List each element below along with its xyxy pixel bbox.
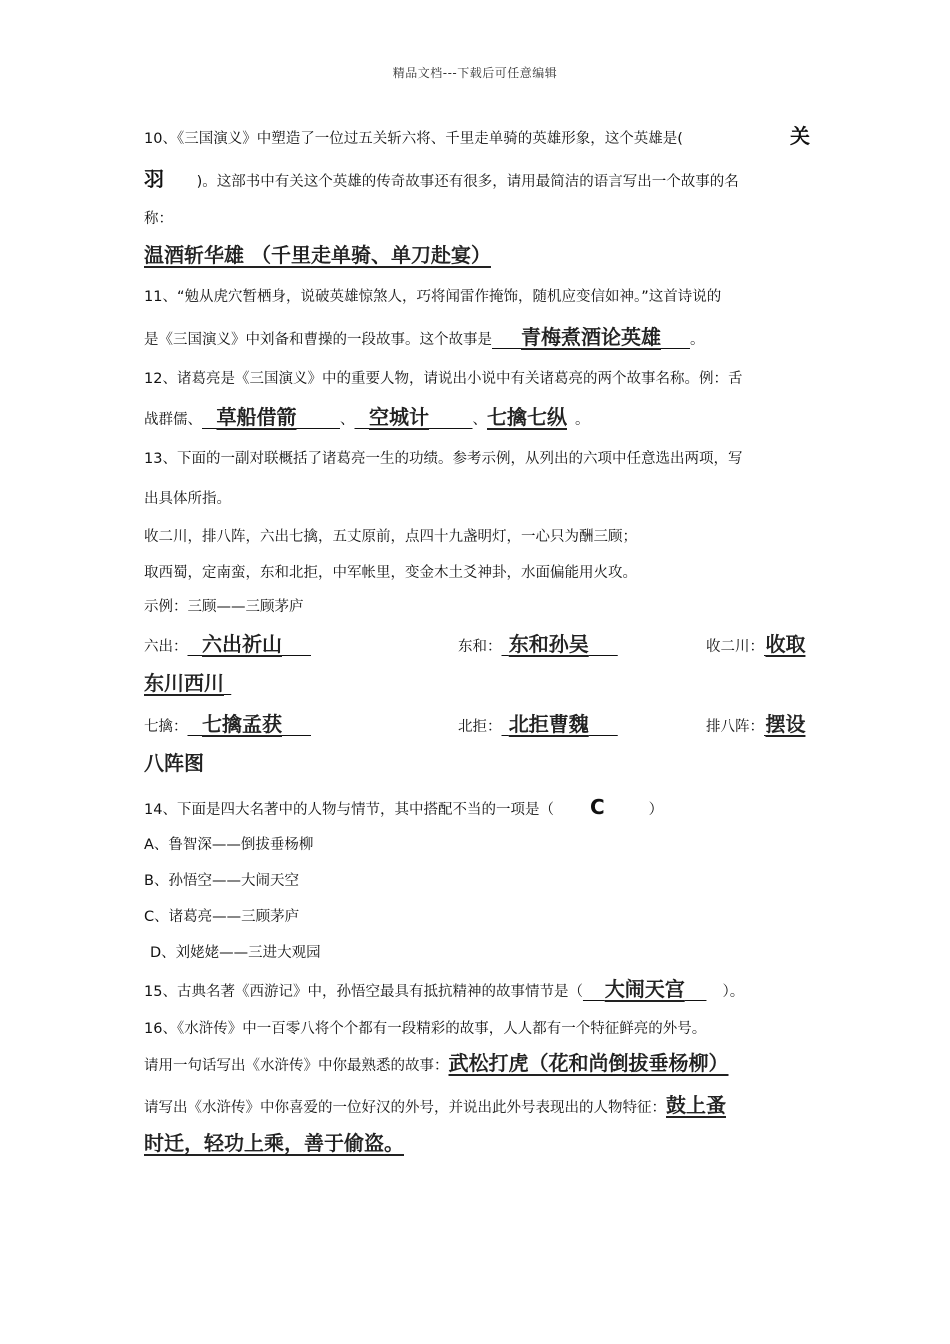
q13-item-label: 北拒： (458, 719, 502, 735)
q13-item-donghe (458, 632, 618, 659)
q12-line2 (144, 406, 834, 431)
q15-line (144, 978, 834, 1003)
q10-text2: )。这部书中有关这个英雄的传奇故事还有很多，请用最简洁的语言写出一个故事的名 (196, 174, 739, 190)
q10-answer: 温酒斩华雄 （千里走单骑、单刀赴宴） (144, 243, 491, 267)
q16-line3 (144, 1094, 834, 1119)
q10-answer-part2: 羽 (144, 167, 164, 191)
q16-line1: 16、《水浒传》中一百零八将个个都有一段精彩的故事，人人都有一个特征鲜亮的外号。 (144, 1021, 707, 1037)
q13-item-label: 六出： (144, 639, 188, 655)
q10-line3: 称： (144, 211, 173, 227)
q16-text3: 请写出《水浒传》中你喜爱的一位好汉的外号，并说出此外号表现出的人物特征： (144, 1100, 666, 1116)
q15-answer: 大闹天宫 (604, 977, 685, 1001)
q12-sep2: 、 (472, 412, 487, 428)
q11-line1: 11、“勉从虎穴暂栖身，说破英雄惊煞人，巧将闻雷作掩饰，随机应变信如神。”这首诗说的 (144, 289, 722, 305)
q13-item-label: 东和： (458, 639, 502, 655)
q14-stem: 14、下面是四大名著中的人物与情节，其中搭配不当的一项是（ (144, 802, 554, 818)
q13-item-label: 排八阵： (706, 719, 764, 735)
q16-answer2b: 时迁，轻功上乘，善于偷盗。 (144, 1131, 404, 1155)
page-header: 精品文档---下载后可任意编辑 (392, 66, 558, 80)
q13-item-beiju (458, 712, 618, 739)
q10-line2 (144, 168, 834, 193)
q10-answer-part1: 关 (790, 124, 810, 148)
q13-item-qiqin (144, 712, 311, 739)
q14-answer: C (589, 795, 605, 819)
q16-answer2a: 鼓上蚤 (666, 1093, 726, 1117)
q12-end: 。 (575, 412, 590, 428)
q10-answer-line (144, 244, 834, 269)
q13-item-answer: 东和孙吴 (508, 632, 589, 656)
q13-item-paibazhen-cont (144, 752, 834, 777)
q14-option-b: B、孙悟空——大闹天空 (144, 873, 299, 889)
q12-line1: 12、诸葛亮是《三国演义》中的重要人物，请说出小说中有关诸葛亮的两个故事名称。例：舌 (144, 371, 743, 387)
q14-stem-line (144, 796, 834, 821)
q10-text1: 10、《三国演义》中塑造了一位过五关斩六将、千里走单骑的英雄形象，这个英雄是( (144, 131, 683, 147)
q16-line4 (144, 1132, 834, 1157)
q13-item-answer: 七擒孟获 (202, 712, 282, 736)
q12-answer1: 草船借箭 (216, 405, 297, 429)
q15-text: 15、古典名著《西游记》中，孙悟空最具有抵抗精神的故事情节是（ (144, 984, 583, 1000)
q16-answer1: 武松打虎（花和尚倒拔垂杨柳） (448, 1051, 729, 1075)
q13-line2: 出具体所指。 (144, 491, 231, 507)
q13-item-liuchu (144, 632, 311, 659)
q15-end: ）。 (722, 984, 745, 1000)
q11-line2 (144, 326, 834, 351)
q16-line2 (144, 1052, 834, 1077)
q12-answer2: 空城计 (369, 405, 429, 429)
q13-example: 示例：三顾——三顾茅庐 (144, 599, 304, 615)
q13-item-shouerchuan-cont (144, 672, 834, 697)
q13-item-label: 七擒： (144, 719, 188, 735)
q13-couplet2: 取西蜀，定南蛮，东和北拒，中军帐里，变金木土爻神卦，水面偏能用火攻。 (144, 565, 637, 581)
q13-item-answer-cont: 八阵图 (144, 751, 204, 775)
q11-answer: 青梅煮酒论英雄 (521, 325, 661, 349)
q16-text2: 请用一句话写出《水浒传》中你最熟悉的故事： (144, 1058, 449, 1074)
q13-line1: 13、下面的一副对联概括了诸葛亮一生的功绩。参考示例，从列出的六项中任意选出两项，写 (144, 451, 743, 467)
q12-sep1: 、 (340, 412, 355, 428)
q13-item-paibazhen (706, 712, 805, 739)
q12-answer3: 七擒七纵 (487, 405, 567, 429)
q13-item-answer: 收取 (765, 632, 806, 656)
q14-close: ） (648, 802, 664, 818)
q14-option-a: A、鲁智深——倒拔垂杨柳 (144, 837, 314, 853)
q13-couplet1: 收二川，排八阵，六出七擒，五丈原前，点四十九盏明灯，一心只为酬三顾； (144, 529, 637, 545)
q11-end: 。 (690, 332, 705, 348)
q13-item-answer-cont: 东川西川 (144, 671, 224, 695)
q13-item-answer: 北拒曹魏 (508, 712, 589, 736)
q10-line1 (144, 128, 834, 150)
q13-item-answer: 摆设 (765, 712, 806, 736)
q13-item-answer: 六出祈山 (202, 632, 282, 656)
q13-item-shouerchuan (706, 632, 805, 659)
q13-item-label: 收二川： (706, 639, 764, 655)
q11-text2: 是《三国演义》中刘备和曹操的一段故事。这个故事是 (144, 332, 492, 348)
q14-option-c: C、诸葛亮——三顾茅庐 (144, 909, 300, 925)
q12-text2: 战群儒、 (144, 412, 202, 428)
q14-option-d: D、刘姥姥——三进大观园 (150, 945, 321, 961)
